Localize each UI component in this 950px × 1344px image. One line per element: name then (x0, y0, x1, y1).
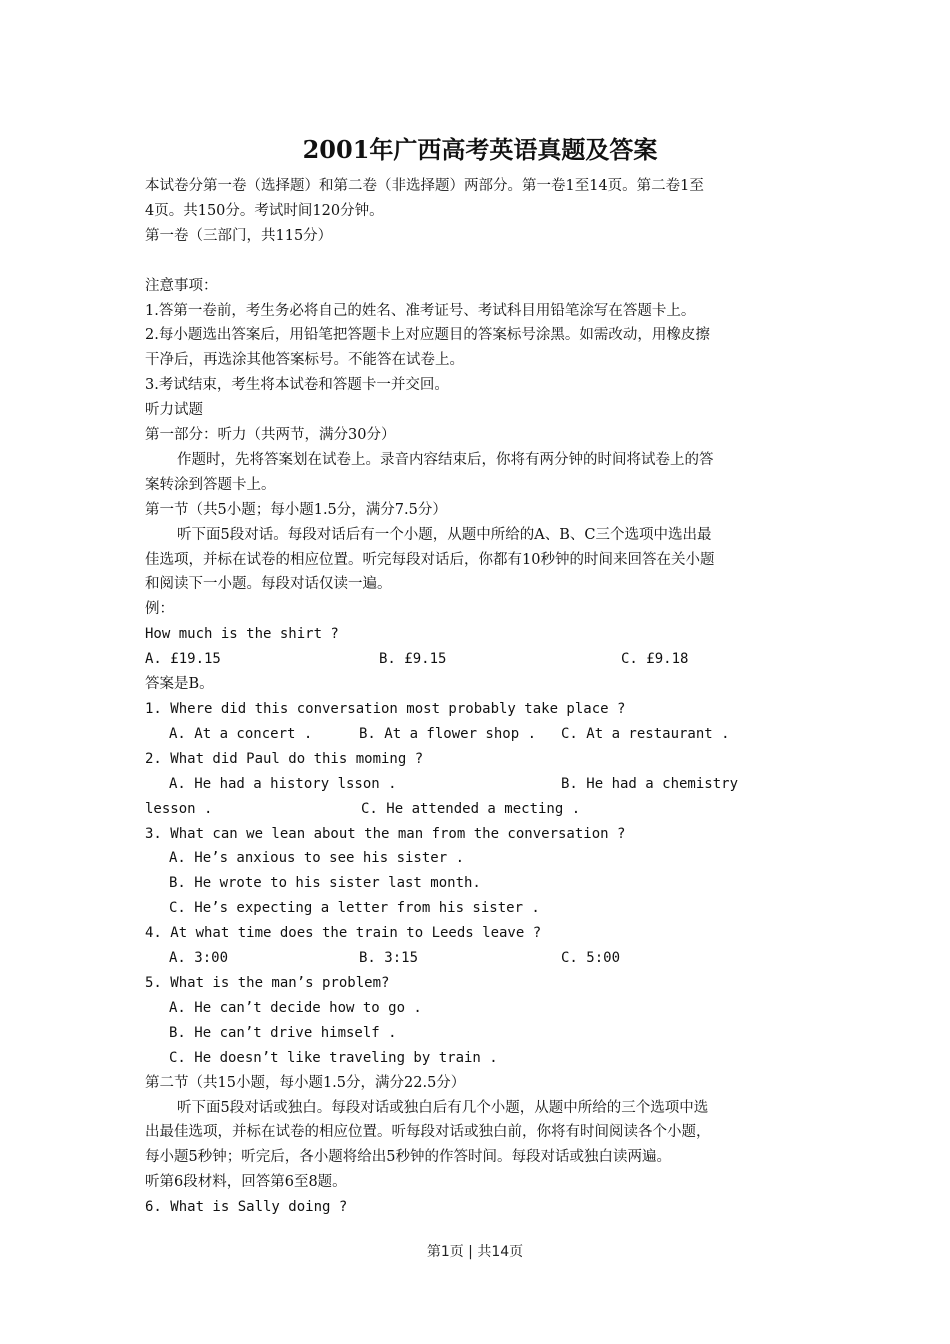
question-1-options (145, 722, 805, 747)
notes-heading: 注意事项： (145, 277, 218, 294)
option-c: C. He doesn’t like traveling by train . (169, 1049, 498, 1066)
section-heading: 第二节（共15小题，每小题1.5分，满分22.5分） (145, 1074, 466, 1091)
part-heading: 第一部分：听力（共两节，满分30分） (145, 427, 396, 444)
instruction-line: 听下面5段对话。每段对话后有一个小题，从题中所给的A、B、C三个选项中选出最 (177, 526, 712, 543)
intro-line: 第一卷（三部门，共115分） (145, 227, 333, 244)
note-item: 2.每小题选出答案后，用铅笔把答题卡上对应题目的答案标号涂黑。如需改动，用橡皮擦 (145, 327, 710, 344)
instruction-line: 听下面5段对话或独白。每段对话或独白后有几个小题，从题中所给的三个选项中选 (177, 1099, 709, 1116)
note-item: 1.答第一卷前，考生务必将自己的姓名、准考证号、考试科目用铅笔涂写在答题卡上。 (145, 302, 696, 319)
document-title: 2001年广西高考英语真题及答案 (302, 135, 658, 164)
option-c: C. 5:00 (561, 950, 621, 967)
question-4: 4. At what time does the train to Leeds leave ? (145, 925, 542, 942)
option-b: B. He wrote to his sister last month. (169, 875, 481, 892)
example-label: 例： (145, 601, 174, 618)
intro-line: 本试卷分第一卷（选择题）和第二卷（非选择题）两部分。第一卷1至14页。第二卷1至 (145, 178, 704, 194)
instruction-line: 案转涂到答题卡上。 (145, 476, 276, 493)
option-b-continued: lesson . (145, 800, 213, 817)
instruction-line: 每小题5秒钟；听完后，各小题将给出5秒钟的作答时间。每段对话或独白读两遍。 (145, 1149, 671, 1166)
option-a: A. At a concert . (169, 725, 313, 742)
instruction-line: 作题时，先将答案划在试卷上。录音内容结束后，你将有两分钟的时间将试卷上的答 (177, 451, 714, 468)
document-page (145, 128, 805, 1220)
option-a: A. He’s anxious to see his sister . (169, 850, 465, 867)
instruction-line: 佳选项，并标在试卷的相应位置。听完每段对话后，你都有10秒钟的时间来回答在关小题 (145, 551, 715, 568)
material-line: 听第6段材料，回答第6至8题。 (145, 1174, 347, 1191)
question-3: 3. What can we lean about the man from the conversation ? (145, 825, 626, 842)
option-a: A. He had a history lsson . (169, 775, 397, 792)
section-heading: 第一节（共5小题；每小题1.5分，满分7.5分） (145, 501, 447, 518)
option-b: B. He can’t drive himself . (169, 1024, 397, 1041)
example-answer: 答案是B。 (145, 676, 214, 693)
option-b: B. £9.15 (379, 651, 447, 668)
option-b: B. He had a chemistry (561, 775, 739, 792)
example-question: How much is the shirt ? (145, 626, 339, 643)
spacer (145, 249, 805, 274)
example-options (145, 647, 805, 672)
note-item: 干净后，再选涂其他答案标号。不能答在试卷上。 (145, 352, 464, 369)
option-c: C. £9.18 (621, 651, 689, 668)
question-4-options (145, 946, 805, 971)
option-c: C. He’s expecting a letter from his sister . (169, 900, 540, 917)
question-2-options (145, 772, 805, 797)
option-a: A. £19.15 (145, 651, 221, 668)
option-a: A. He can’t decide how to go . (169, 999, 422, 1016)
page-footer: 第1页 | 共14页 (426, 1244, 524, 1260)
option-c: C. At a restaurant . (561, 725, 730, 742)
intro-line: 4页。共150分。考试时间120分钟。 (145, 202, 384, 219)
note-item: 3.考试结束，考生将本试卷和答题卡一并交回。 (145, 377, 449, 394)
option-b: B. 3:15 (359, 950, 419, 967)
question-1: 1. Where did this conversation most probably take place ? (145, 701, 626, 718)
question-2-options-cont (145, 797, 805, 822)
instruction-line: 出最佳选项，并标在试卷的相应位置。听每段对话或独白前，你将有时间阅读各个小题， (145, 1124, 711, 1141)
option-b: B. At a flower shop . (359, 725, 537, 742)
question-2: 2. What did Paul do this moming ? (145, 750, 424, 767)
instruction-line: 和阅读下一小题。每段对话仅读一遍。 (145, 576, 392, 593)
section-heading: 听力试题 (145, 402, 203, 419)
question-5: 5. What is the man’s problem? (145, 974, 390, 991)
option-a: A. 3:00 (169, 950, 229, 967)
option-c: C. He attended a mecting . (361, 800, 581, 817)
question-6: 6. What is Sally doing ? (145, 1199, 348, 1216)
